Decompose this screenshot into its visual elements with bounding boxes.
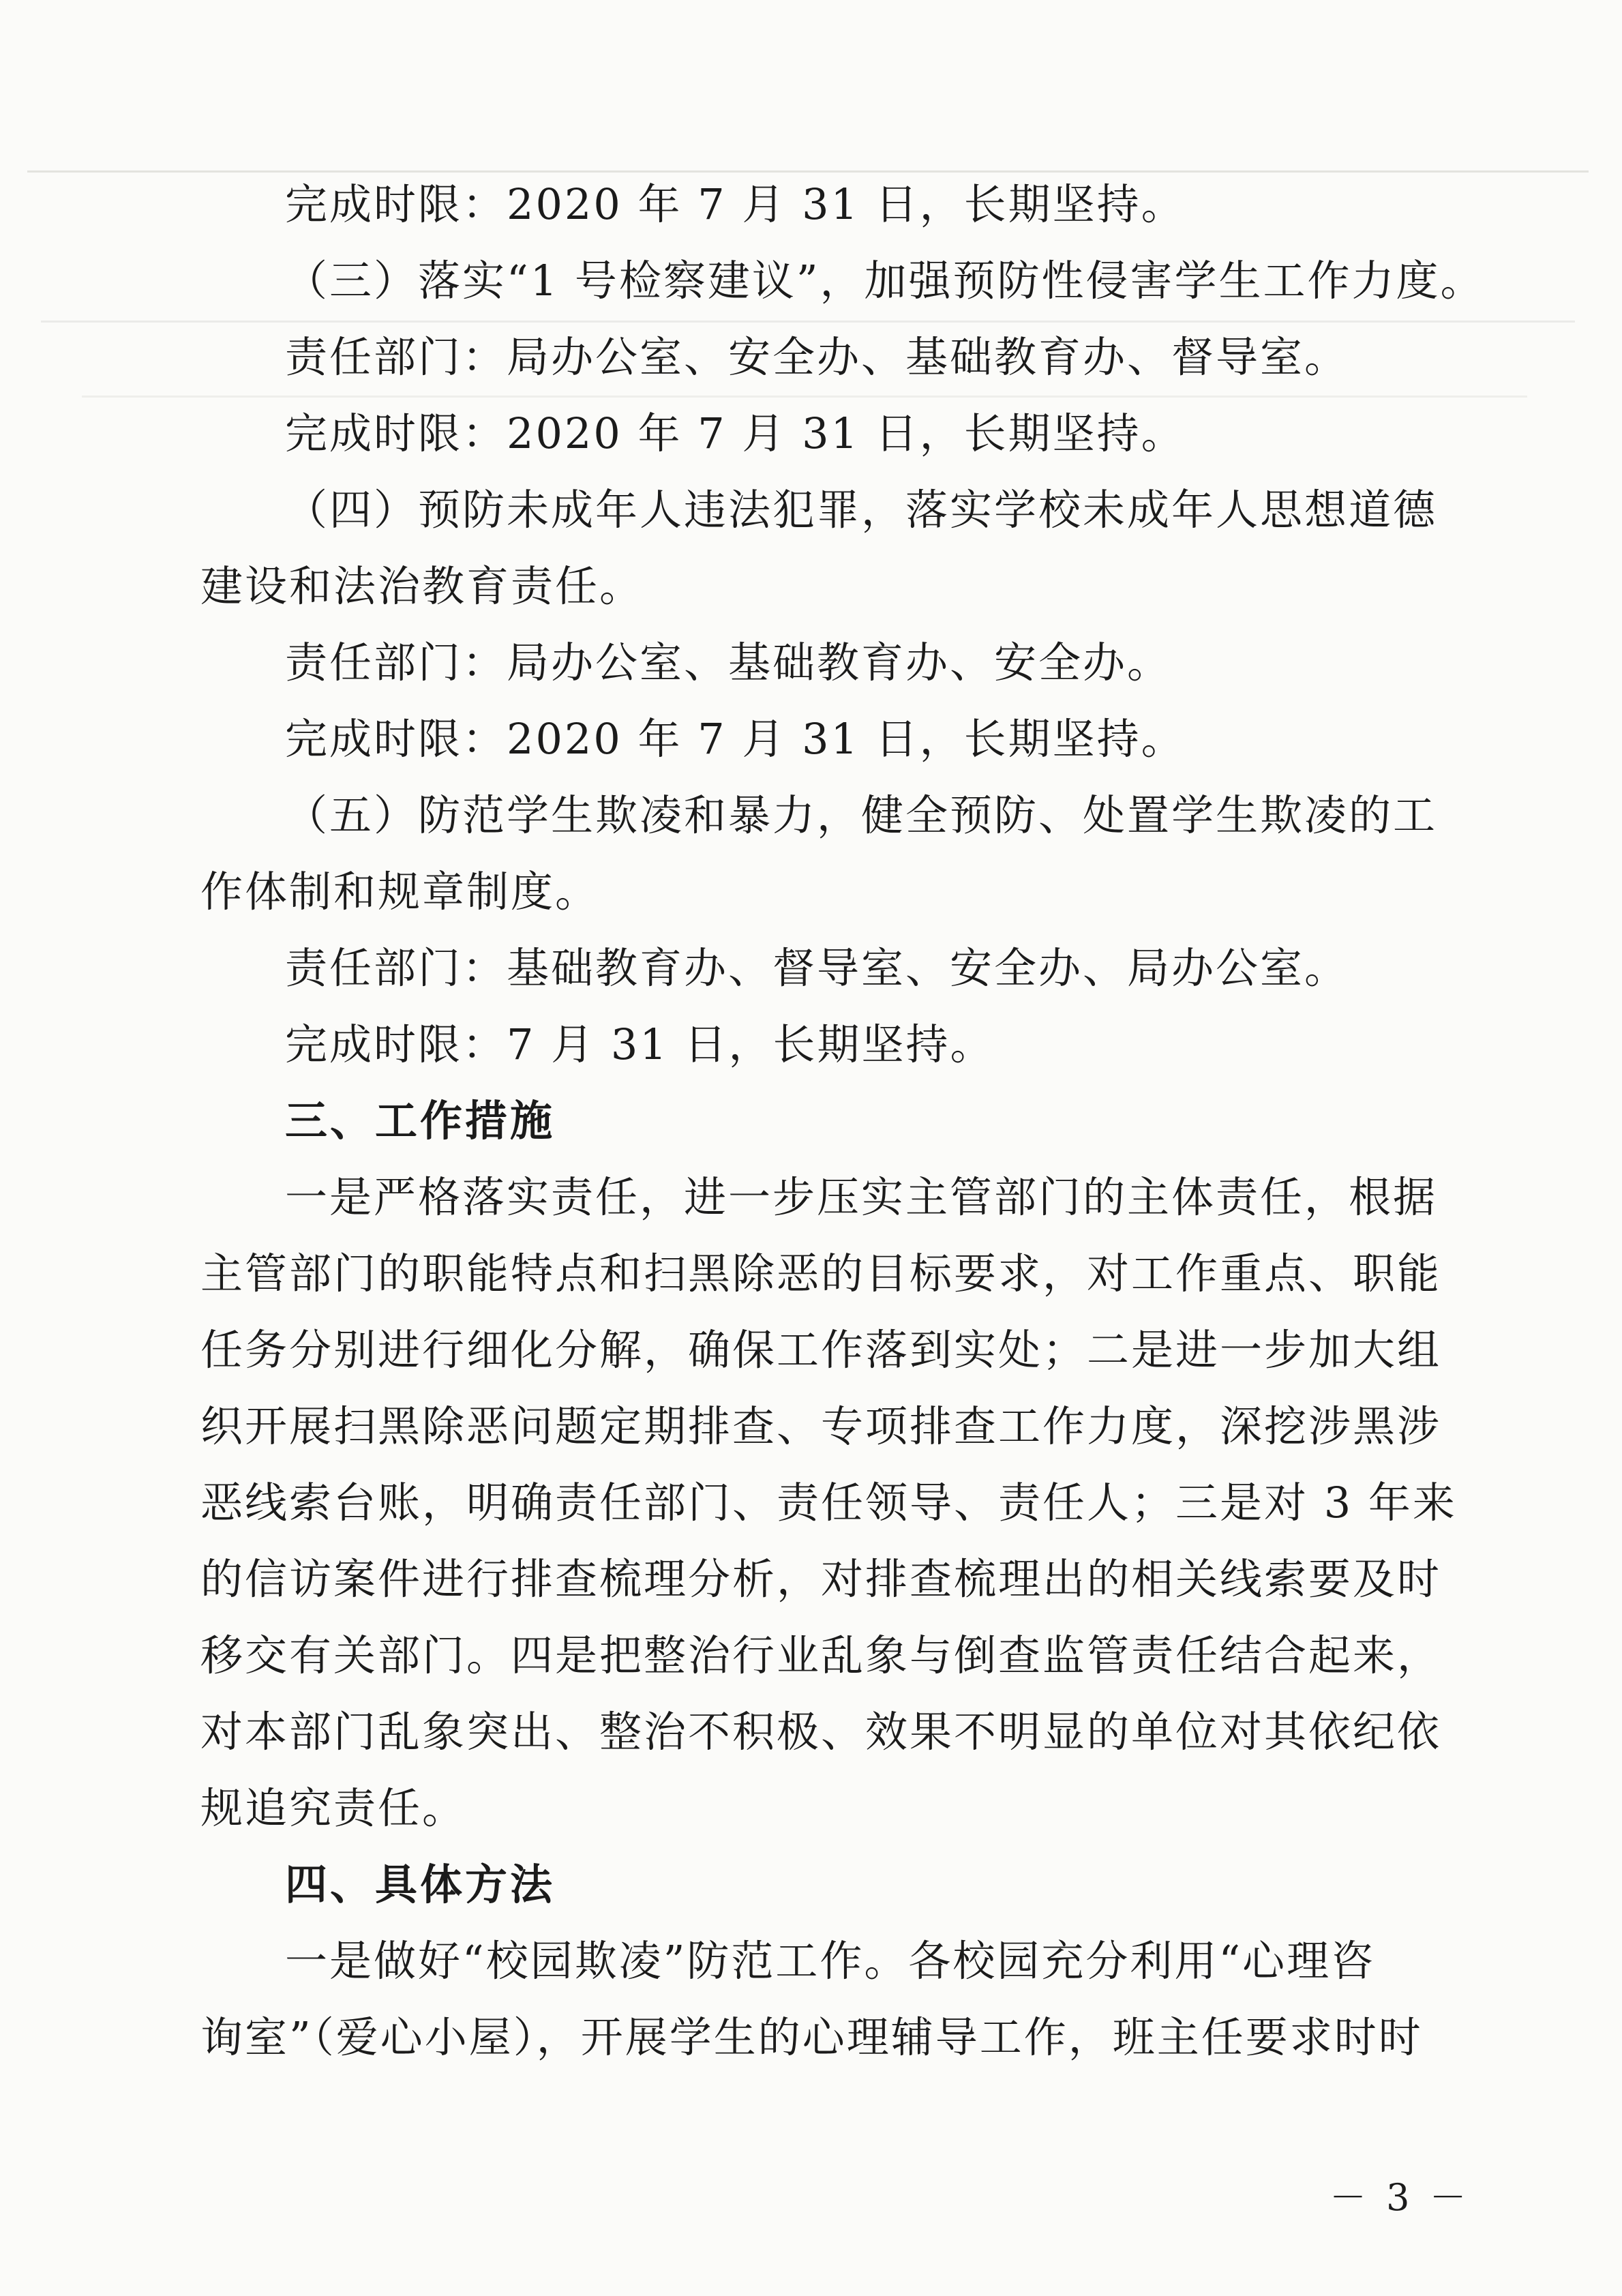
text-line: （四）预防未成年人违法犯罪，落实学校未成年人思想道德 [285, 485, 1438, 535]
text-line: 任务分别进行细化分解，确保工作落到实处；二是进一步加大组 [200, 1325, 1442, 1375]
text-line: 一是做好“校园欺凌”防范工作。各校园充分利用“心理咨 [285, 1936, 1376, 1986]
section-heading: 四、具体方法 [285, 1860, 556, 1909]
scan-noise [27, 170, 1589, 173]
text-line: 询室”（爱心小屋），开展学生的心理辅导工作，班主任要求时时 [200, 2012, 1423, 2062]
scan-noise [41, 320, 1575, 323]
text-line: （五）防范学生欺凌和暴力，健全预防、处置学生欺凌的工 [285, 790, 1438, 840]
scan-noise [82, 396, 1527, 398]
text-line: 作体制和规章制度。 [200, 867, 600, 916]
text-line: 织开展扫黑除恶问题定期排查、专项排查工作力度，深挖涉黑涉 [200, 1401, 1442, 1451]
text-line: 对本部门乱象突出、整治不积极、效果不明显的单位对其依纪依 [200, 1707, 1442, 1757]
text-line: 移交有关部门。四是把整治行业乱象与倒查监管责任结合起来， [200, 1630, 1442, 1680]
section-heading: 三、工作措施 [285, 1096, 556, 1146]
text-line: 责任部门：基础教育办、督导室、安全办、局办公室。 [285, 943, 1349, 993]
page-number: － 3 － [1330, 2176, 1471, 2219]
text-line: 建设和法治教育责任。 [200, 561, 644, 611]
text-line: 完成时限：2020 年 7 月 31 日，长期坚持。 [285, 408, 1186, 458]
text-line: 一是严格落实责任，进一步压实主管部门的主体责任，根据 [285, 1172, 1438, 1222]
text-line: 完成时限：2020 年 7 月 31 日，长期坚持。 [285, 179, 1186, 229]
text-line: 主管部门的职能特点和扫黑除恶的目标要求，对工作重点、职能 [200, 1249, 1442, 1298]
text-line: 完成时限：2020 年 7 月 31 日，长期坚持。 [285, 714, 1186, 764]
text-line: 的信访案件进行排查梳理分析，对排查梳理出的相关线索要及时 [200, 1554, 1442, 1604]
text-line: 责任部门：局办公室、安全办、基础教育办、督导室。 [285, 332, 1349, 382]
text-line: 恶线索台账，明确责任部门、责任领导、责任人；三是对 3 年来 [200, 1478, 1457, 1527]
text-line: 责任部门：局办公室、基础教育办、安全办。 [285, 638, 1172, 687]
text-line: 规追究责任。 [200, 1783, 467, 1833]
text-line: 完成时限：7 月 31 日，长期坚持。 [285, 1019, 995, 1069]
text-line: （三）落实“1 号检察建议”，加强预防性侵害学生工作力度。 [285, 256, 1485, 305]
